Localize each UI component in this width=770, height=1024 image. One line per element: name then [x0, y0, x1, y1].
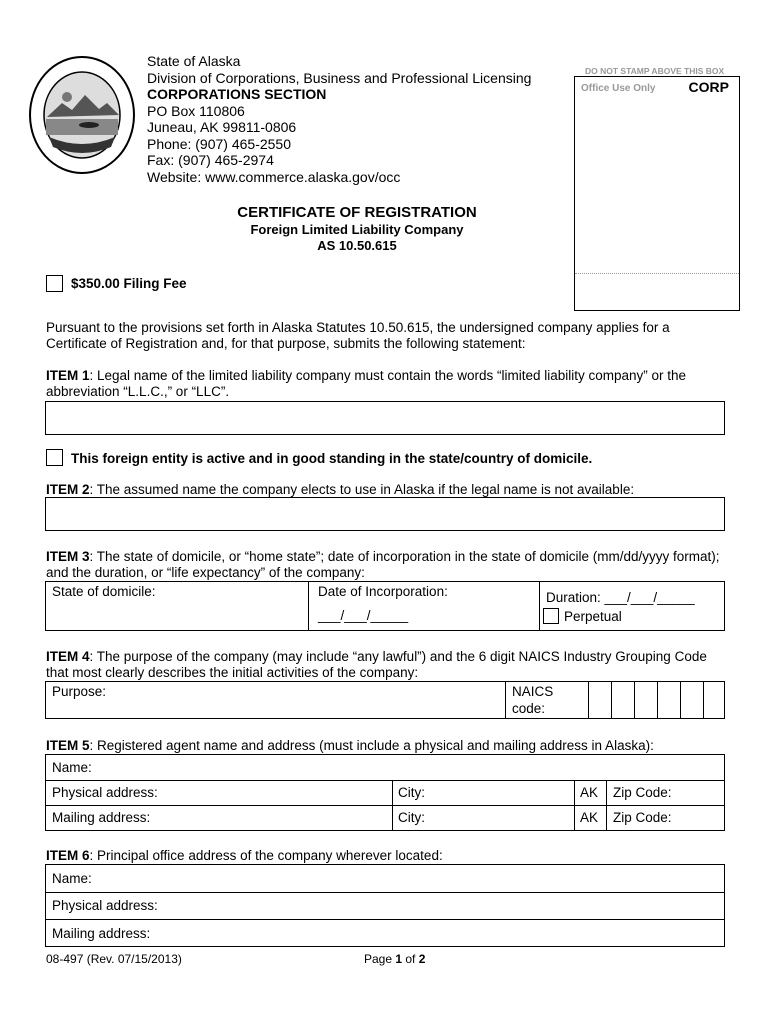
page-indicator — [364, 952, 425, 966]
item5-text: : Registered agent name and address (must include a physical and mailing address in Alaska): — [89, 738, 654, 753]
header-fax: Fax: (907) 465-2974 — [147, 152, 274, 168]
naics-digit-2[interactable] — [611, 681, 635, 719]
page-prefix: Page — [364, 952, 396, 966]
incorporation-date-label[interactable]: Date of Incorporation: — [318, 584, 448, 599]
item5-row-line-2 — [46, 805, 724, 806]
item2-assumed-name-field[interactable] — [45, 497, 725, 531]
perpetual-label: Perpetual — [564, 609, 622, 624]
incorporation-date-blank[interactable]: ___/___/_____ — [318, 608, 409, 623]
agent-physical-city-field[interactable]: City: — [398, 785, 425, 800]
agent-physical-address-field[interactable]: Physical address: — [52, 785, 158, 800]
naics-digit-6[interactable] — [703, 681, 725, 719]
item1-legal-name-field[interactable] — [45, 401, 725, 435]
item3-divider-2 — [539, 582, 540, 630]
header-state: State of Alaska — [147, 53, 241, 69]
page-of: of — [402, 952, 419, 966]
item3-table — [45, 581, 725, 631]
good-standing-label: This foreign entity is active and in good standing in the state/country of domicile. — [71, 451, 593, 466]
state-seal — [27, 55, 137, 175]
filing-fee-label: $350.00 Filing Fee — [71, 276, 187, 291]
item5-city-divider-1 — [392, 780, 393, 831]
item5-zip-divider-1 — [606, 780, 607, 831]
purpose-field[interactable]: Purpose: — [52, 684, 107, 699]
item5-row-line-1 — [46, 780, 724, 781]
item6-instructions — [46, 848, 726, 864]
page-total: 2 — [418, 952, 426, 966]
item1-instructions — [46, 368, 726, 400]
form-subtitle: Foreign Limited Liability Company — [250, 222, 464, 237]
office-mailing-address-field[interactable]: Mailing address: — [52, 926, 151, 941]
header-pobox: PO Box 110806 — [147, 102, 245, 119]
agent-mailing-city-field[interactable]: City: — [398, 810, 425, 825]
item1-text: : Legal name of the limited liability company must contain the words “limited liability company” or the abbreviation “L.L.C.,” or “LLC”. — [46, 368, 687, 399]
naics-digit-3[interactable] — [634, 681, 658, 719]
item4-instructions — [46, 649, 726, 681]
agent-physical-state: AK — [580, 785, 599, 800]
good-standing-checkbox[interactable] — [46, 449, 63, 466]
item6-row-line-1 — [46, 892, 724, 893]
item3-label: ITEM 3 — [46, 549, 90, 564]
item5-state-divider-1 — [574, 780, 575, 831]
do-not-stamp-note: DO NOT STAMP ABOVE THIS BOX — [585, 66, 725, 76]
header-city: Juneau, AK 99811-0806 — [147, 119, 297, 135]
header-phone: Phone: (907) 465-2550 — [147, 135, 291, 152]
naics-digit-5[interactable] — [680, 681, 704, 719]
corp-label: CORP — [688, 79, 729, 95]
item4-table — [45, 681, 725, 719]
agent-mailing-state: AK — [580, 810, 599, 825]
item2-text: : The assumed name the company elects to use in Alaska if the legal name is not available: — [89, 482, 635, 497]
naics-digit-4[interactable] — [657, 681, 681, 719]
item5-instructions — [46, 738, 726, 754]
naics-label-1: NAICS — [512, 684, 554, 699]
item3-divider-1 — [308, 582, 309, 630]
intro-text: Pursuant to the provisions set forth in Alaska Statutes 10.50.615, the undersigned company applies for a Certificate of Registration and, for that purpose, submits the following statement: — [46, 320, 670, 351]
page-number: 1 — [395, 952, 403, 966]
header-section: CORPORATIONS SECTION — [147, 86, 327, 102]
agent-physical-zip-field[interactable]: Zip Code: — [613, 785, 672, 800]
item5-label: ITEM 5 — [46, 738, 90, 753]
agent-mailing-zip-field[interactable]: Zip Code: — [613, 810, 672, 825]
naics-digit-1[interactable] — [588, 681, 612, 719]
office-use-box — [574, 76, 740, 311]
naics-label-2: code: — [512, 701, 546, 716]
filing-fee-checkbox[interactable] — [46, 275, 63, 292]
agency-header — [147, 53, 531, 185]
header-division: Division of Corporations, Business and Professional Licensing — [147, 69, 532, 86]
form-statute: AS 10.50.615 — [317, 238, 397, 253]
form-number: 08-497 (Rev. 07/15/2013) — [46, 952, 182, 966]
naics-divider — [505, 682, 506, 718]
office-use-divider — [575, 273, 739, 274]
item6-label: ITEM 6 — [46, 848, 90, 863]
header-website[interactable]: Website: www.commerce.alaska.gov/occ — [147, 168, 401, 185]
office-use-label: Office Use Only — [581, 83, 656, 94]
item4-text: : The purpose of the company (may include “any lawful”) and the 6 digit NAICS Industry Grouping Code that most clearly describes the initial activities of the company: — [46, 649, 707, 680]
item6-text: : Principal office address of the company wherever located: — [89, 848, 443, 863]
item1-label: ITEM 1 — [46, 368, 90, 383]
item6-table — [45, 864, 725, 947]
agent-name-field[interactable]: Name: — [52, 760, 92, 775]
perpetual-checkbox[interactable] — [543, 608, 559, 624]
item5-table — [45, 754, 725, 831]
item2-label: ITEM 2 — [46, 482, 90, 497]
item6-row-line-2 — [46, 919, 724, 920]
agent-mailing-address-field[interactable]: Mailing address: — [52, 810, 151, 825]
duration-label[interactable]: Duration: ___/___/_____ — [546, 590, 695, 605]
office-physical-address-field[interactable]: Physical address: — [52, 898, 158, 913]
form-title: CERTIFICATE OF REGISTRATION — [237, 204, 477, 221]
item2-instructions — [46, 482, 726, 498]
item3-instructions — [46, 549, 726, 581]
item3-text: : The state of domicile, or “home state”; date of incorporation in the state of domicile (mm/dd/yyyy format); and the duration, or “life expectancy” of the company: — [46, 549, 720, 580]
state-of-domicile-label[interactable]: State of domicile: — [52, 584, 156, 599]
office-name-field[interactable]: Name: — [52, 871, 92, 886]
item4-label: ITEM 4 — [46, 649, 90, 664]
